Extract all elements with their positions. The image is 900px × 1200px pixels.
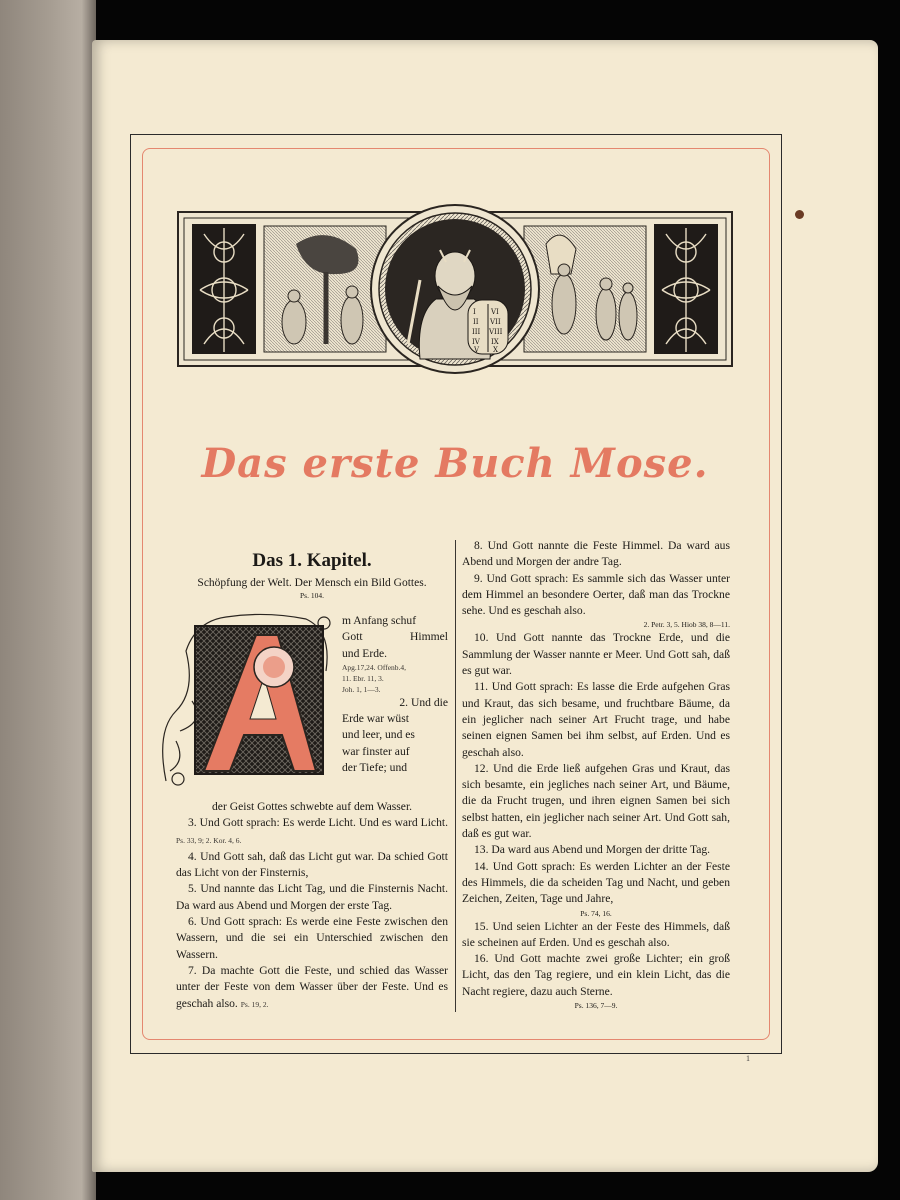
verse-line: 2. Und die [399, 695, 448, 709]
verse-text: 11. Und Gott sprach: Es lasse die Erde aufgehen Gras und Kraut, das sich besame, und fruchtbare Bäume, da ein jeglicher nach seiner Art Frucht trage, und habe seinen eignen Samen bei ihm selbst, auf Erden. Und es geschah also. [462, 680, 730, 759]
verse [176, 881, 448, 914]
tablet-numeral: IX [491, 338, 499, 346]
verse-text: 3. Und Gott sprach: Es werde Licht. Und es ward Licht. [188, 816, 448, 830]
paper-stain [795, 210, 804, 219]
verse [462, 538, 730, 571]
tablet-numeral: III [472, 328, 481, 336]
chapter-subheading: Schöpfung der Welt. Der Mensch ein Bild Gottes. [197, 577, 427, 589]
verse-text: 6. Und Gott sprach: Es werde eine Feste zwischen den Wassern, und die sei ein Unterschied zwischen den Wassern. [176, 915, 448, 961]
opening-reference: Joh. 1, 1—3. [342, 684, 381, 694]
verse-text: 4. Und Gott sah, daß das Licht gut war. Da schied Gott das Licht von der Finsternis, [176, 849, 448, 880]
right-column [462, 538, 730, 1011]
subheading-reference: Ps. 104. [300, 591, 324, 600]
opening-reference: Apg.17,24. Offenb.4, [342, 662, 407, 672]
ornamental-banner [176, 204, 734, 380]
verse [462, 842, 730, 858]
verse-text: 12. Und die Erde ließ aufgehen Gras und Kraut, das sich besamte, ein jegliches nach seiner Art, und Bäume, die da Frucht trugen, und ihren eignen Samen bei sich selbst hatten, ein jeglicher nach seiner Art. Und Gott sah, daß es gut war. [462, 761, 730, 841]
opening-verse [342, 613, 448, 776]
verse-text: 15. Und seien Lichter an der Feste des Himmels, daß sie scheinen auf Erden. Und es geschah also. [462, 919, 730, 949]
column-divider [455, 540, 456, 1012]
tablet-numeral: VI [491, 308, 499, 316]
opening-line: Gott Himmel [342, 630, 448, 644]
verse [462, 630, 730, 679]
tablet-numeral: II [473, 318, 479, 326]
book-gutter [0, 0, 96, 1200]
left-floral-panel [192, 224, 256, 354]
verse [462, 919, 730, 952]
opening-block [176, 613, 448, 799]
tablet-numeral: X [493, 346, 498, 354]
verse-text: 9. Und Gott sprach: Es sammle sich das Wasser unter dem Himmel an besondere Oerter, daß man das Trockne sehe. Und es geschah also. [462, 571, 730, 618]
verse-text: 7. Da machte Gott die Feste, und schied das Wasser unter der Feste von dem Wasser über der Feste. Und es geschah also. [176, 963, 448, 1010]
tablet-numeral: VIII [489, 328, 503, 336]
verse-text: 13. Da ward aus Abend und Morgen der dritte Tag. [474, 843, 711, 857]
opening-line: und Erde. [342, 646, 388, 660]
tablet-numeral: IV [472, 338, 480, 346]
verse-text: 10. Und Gott nannte das Trockne Erde, und die Sammlung der Wasser nannte er Meer. Und Gott sah, daß es gut war. [462, 631, 730, 678]
verse [176, 849, 448, 882]
verse [462, 679, 730, 760]
verse [462, 951, 730, 1000]
verse-line: Erde war wüst [342, 712, 409, 726]
verse [176, 914, 448, 963]
verse-reference: Ps. 19, 2. [240, 999, 269, 1009]
verse-text: 16. Und Gott machte zwei große Lichter; ein groß Licht, das den Tag regiere, und ein klein Licht, das die Nacht regiere, dazu auch Sterne. [462, 952, 730, 998]
right-floral-panel [654, 224, 718, 354]
verse [176, 963, 448, 1013]
opening-reference: 11. Ebr. 11, 3. [342, 673, 384, 683]
verse-reference: 2. Petr. 3, 5. Hiob 38, 8—11. [643, 620, 730, 630]
illuminated-initial [156, 611, 342, 793]
left-column [176, 548, 448, 1013]
verse-reference: Ps. 74, 16. [580, 908, 612, 918]
verse-line: der Geist Gottes schwebte auf dem Wasser. [212, 800, 413, 813]
verse [176, 815, 448, 849]
opening-line: m Anfang schuf [342, 614, 417, 627]
verse-text: 5. Und nannte das Licht Tag, und die Finsternis Nacht. Da ward aus Abend und Morgen der erste Tag. [176, 882, 448, 912]
verse-line: war finster auf [342, 744, 410, 758]
tablet-numeral: I [473, 308, 476, 316]
verse-text: 8. Und Gott nannte die Feste Himmel. Da ward aus Abend und Morgen der andre Tag. [462, 539, 730, 569]
tablet-numeral: VII [490, 318, 501, 326]
verse-line: der Tiefe; und [342, 761, 408, 775]
verse-reference: Ps. 33, 9; 2. Kor. 4, 6. [176, 835, 242, 845]
expulsion-scene [524, 226, 646, 352]
tablet-numeral: V [474, 346, 480, 354]
verse-line: und leer, und es [342, 728, 415, 742]
chapter-heading: Das 1. Kapitel. [252, 550, 372, 571]
verse-reference: Ps. 136, 7—9. [574, 1001, 618, 1011]
book-title: Das erste Buch Mose. [201, 440, 709, 487]
verse [462, 859, 730, 908]
verse [462, 761, 730, 842]
verse [462, 571, 730, 620]
verse-text: 14. Und Gott sprach: Es werden Lichter an der Feste des Himmels, die da scheiden Tag und Nacht, und geben Zeichen, Zeiten, Tage und Jahre, [462, 859, 730, 906]
moses-medallion [371, 205, 539, 373]
eden-scene [264, 226, 386, 352]
page-number: 1 [746, 1054, 750, 1063]
